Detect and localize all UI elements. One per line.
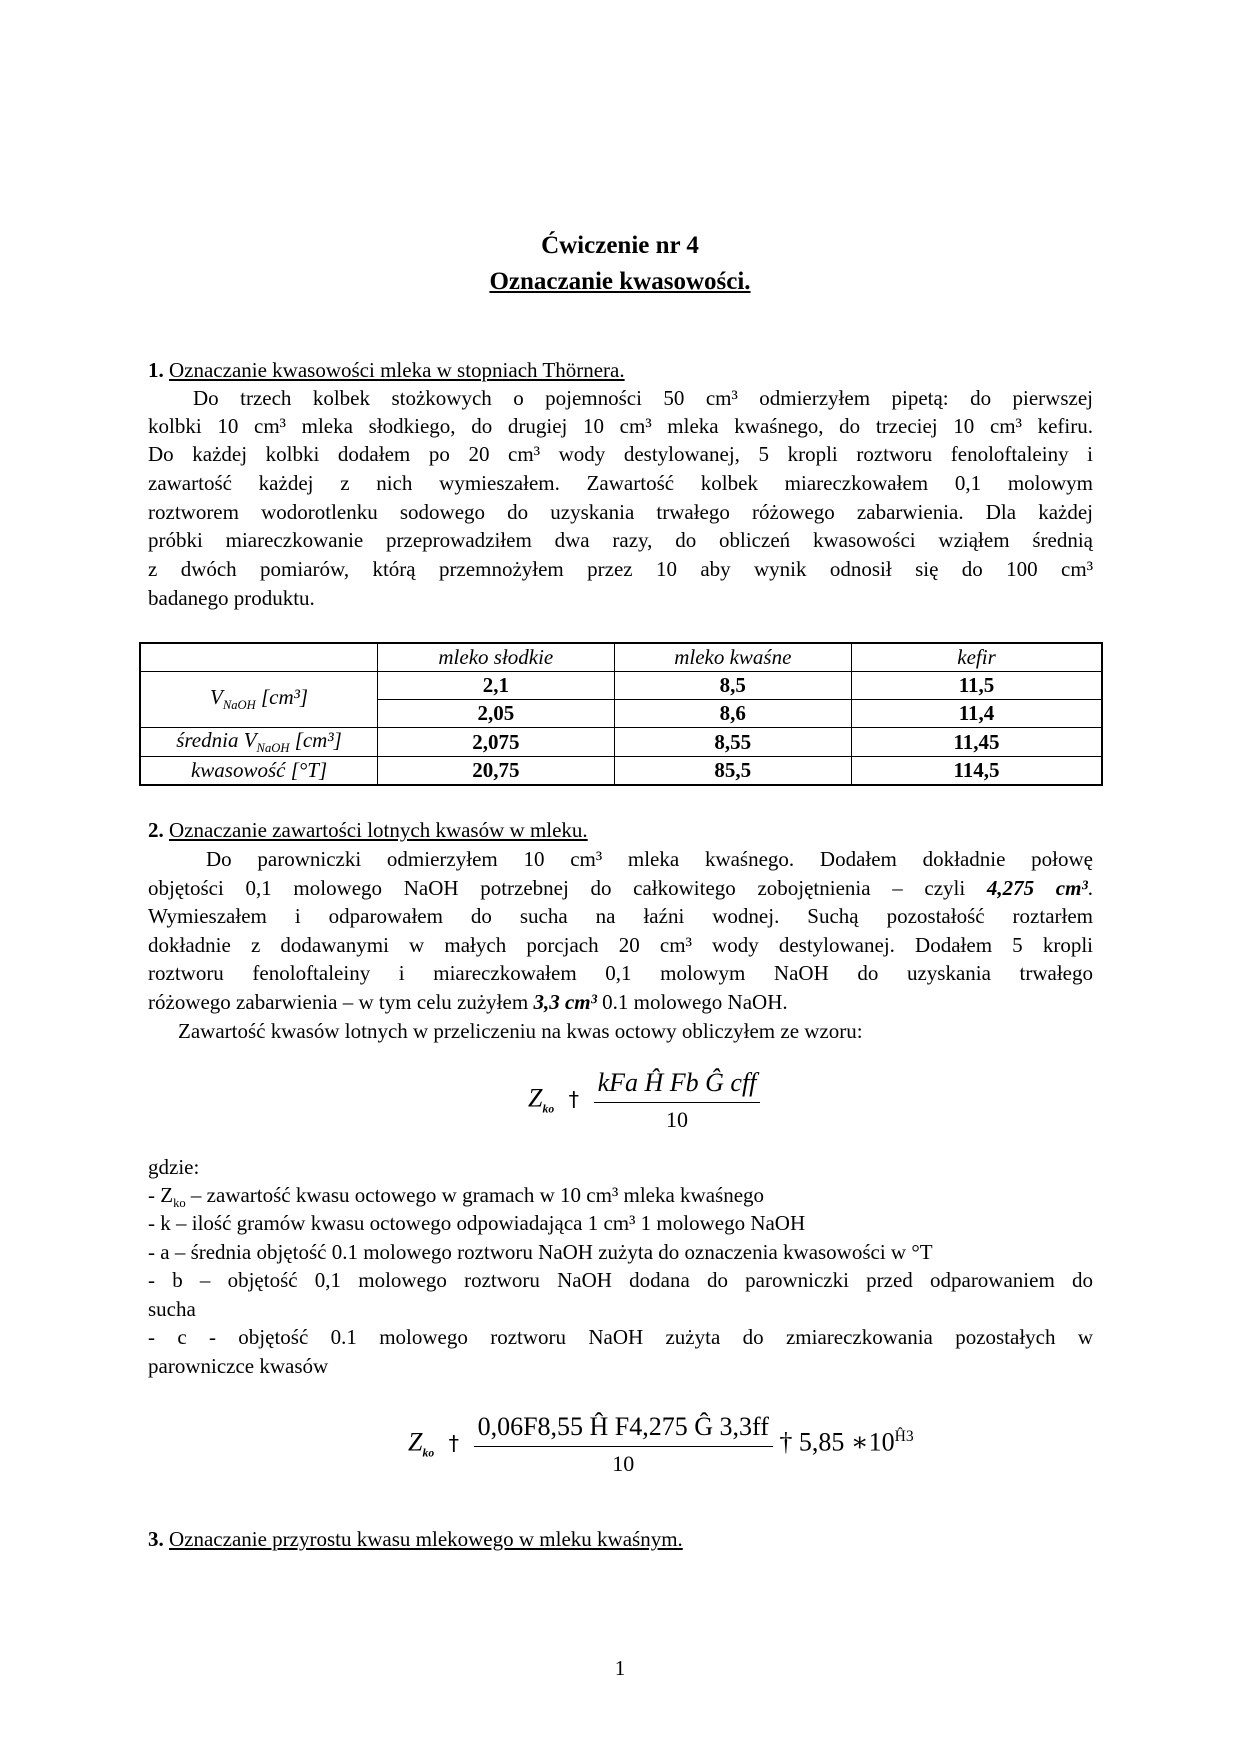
table-cell: 2,075 [378, 728, 614, 757]
page-subtitle: Oznaczanie kwasowości. [489, 268, 751, 295]
table-row [140, 728, 1102, 757]
legend-intro: gdzie: [148, 1155, 200, 1179]
table-header-cell: mleko kwaśne [614, 643, 851, 672]
section1-line: z dwóch pomiarów, którą przemnożyłem przez 10 aby wynik odnosił się do 100 cm³ [148, 557, 1093, 581]
section1-heading [148, 358, 625, 383]
legend-item: parowniczce kwasów [148, 1354, 329, 1378]
section2-title: Oznaczanie zawartości lotnych kwasów w mleku. [169, 818, 588, 842]
section2-line: roztworu fenoloftaleiny i miareczkowałem 0,1 molowym NaOH do uzyskania trwałego [148, 961, 1093, 985]
legend-item: - k – ilość gramów kwasu octowego odpowiadająca 1 cm³ 1 molowego NaOH [148, 1211, 806, 1235]
legend-item: - $Z_{ko}$ – zawartość kwasu octowego w gramach w 10 cm³ mleka kwaśnego [148, 1183, 765, 1211]
table-header-cell: kefir [852, 643, 1102, 672]
acidity-table [139, 642, 1103, 786]
section2-line: Do parowniczki odmierzyłem 10 cm³ mleka kwaśnego. Dodałem dokładnie połowę [206, 847, 1093, 871]
table-cell: 8,5 [614, 672, 851, 700]
row-label-kwasowosc: kwasowość [°T] [140, 757, 378, 786]
row-label-srednia: średnia $V_{NaOH}$ [cm³] [140, 728, 378, 757]
table-row [140, 757, 1102, 786]
section3-heading [148, 1527, 683, 1552]
page-title: Ćwiczenie nr 4 [541, 232, 699, 259]
section2-heading [148, 818, 588, 843]
table-header-row [140, 643, 1102, 672]
section1-line: badanego produktu. [148, 586, 315, 610]
section2-line: Wymieszałem i odparowałem do sucha na łaźni wodnej. Suchą pozostałość roztarłem [148, 904, 1093, 928]
section3-title: Oznaczanie przyrostu kwasu mlekowego w mleku kwaśnym. [169, 1527, 683, 1551]
formula-1: $Z_{ko}$ † $\frac{\text{kFa Ĥ Fb Ĝ cff}}{10}$ [528, 1068, 760, 1133]
section1-line: roztworem wodorotlenku sodowego do uzyskania trwałego różowego zabarwienia. Dla każdej [148, 500, 1093, 524]
section3-number: 3. [148, 1527, 164, 1551]
legend-item: - b – objętość 0,1 molowego roztworu NaOH dodana do parowniczki przed odparowaniem do [148, 1268, 1093, 1292]
section1-title: Oznaczanie kwasowości mleka w stopniach Thörnera. [169, 358, 625, 382]
table-cell: 114,5 [852, 757, 1102, 786]
table-cell: 2,05 [378, 700, 614, 728]
section1-line: próbki miareczkowanie przeprowadziłem dwa razy, do obliczeń kwasowości wziąłem średnią [148, 528, 1093, 552]
table-cell: 2,1 [378, 672, 614, 700]
legend-item: - a – średnia objętość 0.1 molowego roztworu NaOH zużyta do oznaczenia kwasowości w °T [148, 1240, 933, 1264]
legend-item: - c - objętość 0.1 molowego roztworu NaOH zużyta do zmiareczkowania pozostałych w [148, 1325, 1093, 1349]
table-cell: 85,5 [614, 757, 851, 786]
section1-line: zawartość każdej z nich wymieszałem. Zawartość kolbek miareczkowałem 0,1 molowym [148, 471, 1093, 495]
table-cell: 20,75 [378, 757, 614, 786]
section1-line: Do trzech kolbek stożkowych o pojemności 50 cm³ odmierzyłem pipetą: do pierwszej [193, 386, 1093, 410]
section1-line: kolbki 10 cm³ mleka słodkiego, do drugiej 10 cm³ mleka kwaśnego, do trzeciej 10 cm³ kefiru. [148, 414, 1093, 438]
table-row [140, 672, 1102, 700]
formula-2: $Z_{ko}$ † $\frac{\text{0,06F8,55 Ĥ F4,275 Ĝ 3,3ff}}{10}$ † 5,85 $∗10^{Ĥ3}$ [408, 1412, 914, 1476]
table-cell: 11,45 [852, 728, 1102, 757]
row-label-vnaoh: $V_{NaOH}$ [cm³] [140, 672, 378, 728]
table-header-cell [140, 643, 378, 672]
section2-line: różowego zabarwienia – w tym celu zużyłem 3,3 cm³ 0.1 molowego NaOH. [148, 990, 788, 1014]
table-cell: 8,6 [614, 700, 851, 728]
section2-line: dokładnie z dodawanymi w małych porcjach 20 cm³ wody destylowanej. Dodałem 5 kropli [148, 933, 1093, 957]
section1-line: Do każdej kolbki dodałem po 20 cm³ wody destylowanej, 5 kropli roztworu fenoloftaleiny i [148, 442, 1093, 466]
table-cell: 11,5 [852, 672, 1102, 700]
table-header-cell: mleko słodkie [378, 643, 614, 672]
legend-item: sucha [148, 1297, 196, 1321]
section2-line: objętości 0,1 molowego NaOH potrzebnej do całkowitego zobojętnienia – czyli 4,275 cm³. [148, 876, 1094, 900]
table-cell: 8,55 [614, 728, 851, 757]
section2-line: Zawartość kwasów lotnych w przeliczeniu na kwas octowy obliczyłem ze wzoru: [178, 1019, 863, 1043]
section2-number: 2. [148, 818, 164, 842]
table-cell: 11,4 [852, 700, 1102, 728]
section1-number: 1. [148, 358, 164, 382]
page-number: 1 [614, 1656, 626, 1680]
